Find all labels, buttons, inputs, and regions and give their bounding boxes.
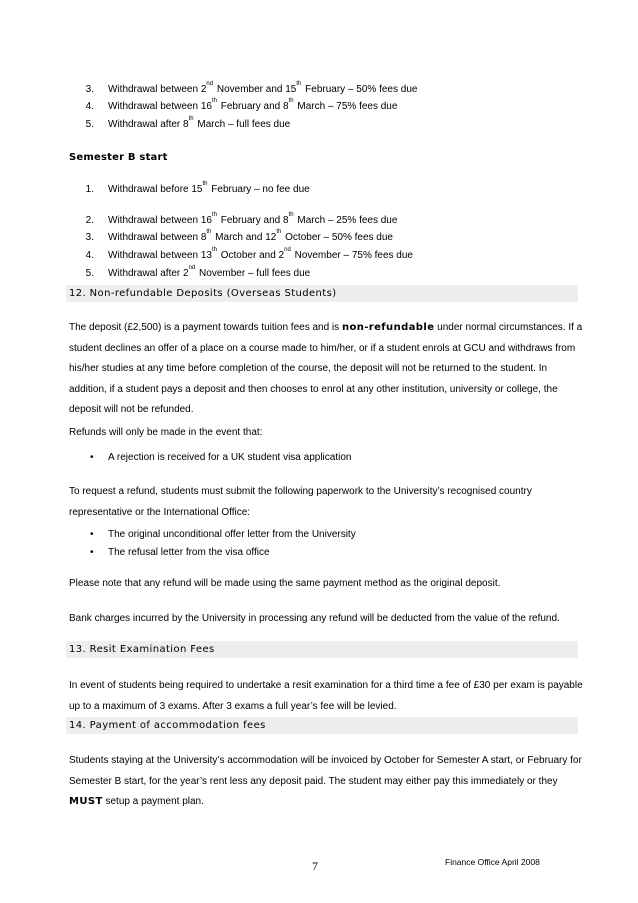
bullet-icon: • — [90, 452, 94, 463]
list-item-text: Withdrawal between 2nd November and 15th February – 50% fees due — [108, 81, 418, 95]
list-item: The original unconditional offer letter from the University — [108, 529, 356, 540]
list-number: 4. — [85, 250, 94, 261]
section-12-refund-conditions: Refunds will only be made in the event that: — [69, 427, 263, 438]
list-number: 4. — [85, 101, 94, 112]
list-number: 1. — [85, 184, 94, 195]
section-12-request-refund: To request a refund, students must submit the following paperwork to the University’s recognised country representative or the International Office: — [69, 486, 532, 518]
section-12-paragraph-deposit: The deposit (£2,500) is a payment towards tuition fees and is non-refundable under normal circumstances. If a student declines an offer of a place on a course made to him/her, or if a student enrols at GCU and withdraws from his/her studies at any time before completion of the course, the deposit will not be returned to the student. In addition, if a student pays a deposit and then chooses to enrol at any other institution, university or college, the deposit will not be refunded. — [69, 322, 583, 416]
section-12-heading: 12. Non-refundable Deposits (Overseas Students) — [66, 285, 578, 302]
list-item: The refusal letter from the visa office — [108, 547, 270, 558]
list-item-text: Withdrawal after 8th March – full fees due — [108, 116, 291, 130]
list-item-text: Withdrawal between 13th October and 2nd November – 75% fees due — [108, 247, 413, 261]
footer-note: Finance Office April 2008 — [445, 857, 540, 867]
section-13-paragraph: In event of students being required to undertake a resit examination for a third time a fee of £30 per exam is payable up to a maximum of 3 exams. After 3 exams a full year’s fee will be levied. — [69, 680, 583, 712]
list-number: 5. — [85, 119, 94, 130]
section-12-payment-method-note: Please note that any refund will be made using the same payment method as the original deposit. — [69, 578, 501, 589]
list-number: 2. — [85, 215, 94, 226]
list-item-text: Withdrawal before 15th February – no fee due — [108, 181, 310, 195]
section-14-paragraph: Students staying at the University’s accommodation will be invoiced by October for Semester A start, or February for Semester B start, for the year’s rent less any deposit paid. The student may either pay this immediately or they MUST setup a payment plan. — [69, 755, 582, 808]
bullet-icon: • — [90, 547, 94, 558]
list-item-text: Withdrawal after 2nd November – full fees due — [108, 265, 311, 279]
list-item-text: Withdrawal between 8th March and 12th October – 50% fees due — [108, 229, 393, 243]
section-14-heading: 14. Payment of accommodation fees — [66, 717, 578, 734]
list-item-text: Withdrawal between 16th February and 8th March – 75% fees due — [108, 98, 398, 112]
list-number: 3. — [85, 84, 94, 95]
list-number: 3. — [85, 232, 94, 243]
bullet-icon: • — [90, 529, 94, 540]
page-number: 7 — [312, 859, 318, 873]
list-item-text: Withdrawal between 16th February and 8th March – 25% fees due — [108, 212, 398, 226]
semester-b-heading: Semester B start — [69, 152, 168, 163]
list-item: A rejection is received for a UK student visa application — [108, 452, 352, 463]
list-number: 5. — [85, 268, 94, 279]
section-12-bank-charges-note: Bank charges incurred by the University in processing any refund will be deducted from the value of the refund. — [69, 613, 560, 624]
section-13-heading: 13. Resit Examination Fees — [66, 641, 578, 658]
